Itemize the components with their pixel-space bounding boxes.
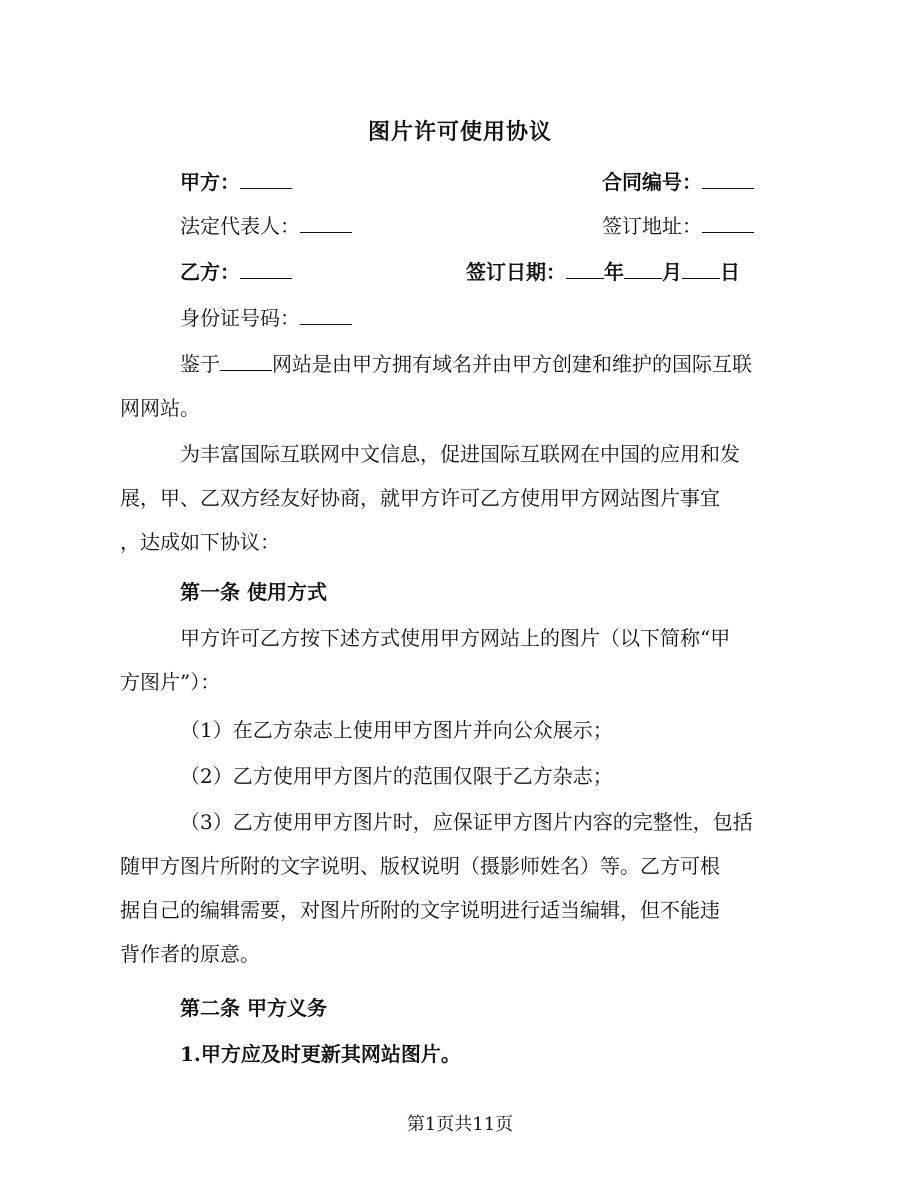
contract-no-label: 合同编号：	[602, 170, 702, 194]
article-1-item-2	[180, 754, 780, 798]
article-1-item-1	[180, 708, 780, 752]
legal-rep-field	[180, 214, 352, 238]
preamble-paragraph-2	[120, 432, 780, 564]
legal-rep-label: 法定代表人：	[180, 214, 300, 238]
party-a-label: 甲方：	[180, 170, 240, 194]
preamble-p1-line2: 网网站。	[120, 396, 200, 420]
preamble-p2-line1: 为丰富国际互联网中文信息，促进国际互联网在中国的应用和发	[180, 442, 740, 466]
id-number-blank	[300, 306, 352, 325]
id-number-field	[180, 306, 352, 330]
article-1-item-3-line3: 据自己的编辑需要，对图片所附的文字说明进行适当编辑，但不能违	[120, 898, 720, 922]
article-2-item-1-text: 1.甲方应及时更新其网站图片。	[180, 1042, 461, 1066]
article-1-heading-text: 第一条 使用方式	[180, 580, 327, 604]
id-number-label: 身份证号码：	[180, 306, 300, 330]
sign-year-blank	[566, 260, 604, 279]
preamble-p2-line2: 展，甲、乙双方经友好协商，就甲方许可乙方使用甲方网站图片事宜	[120, 486, 720, 510]
article-1-item-2-text: （2）乙方使用甲方图片的范围仅限于乙方杂志；	[180, 764, 613, 788]
article-1-item-3-line1: （3）乙方使用甲方图片时，应保证甲方图片内容的完整性，包括	[180, 810, 753, 834]
party-b-label: 乙方：	[180, 260, 240, 284]
article-1-intro-line1: 甲方许可乙方按下述方式使用甲方网站上的图片（以下简称“甲	[180, 626, 731, 650]
article-1-item-3-line4: 背作者的原意。	[120, 942, 260, 966]
day-char: 日	[720, 260, 740, 284]
sign-date-label: 签订日期：	[466, 260, 566, 284]
page-footer: 第1页共11页	[406, 1114, 514, 1135]
article-1-item-1-text: （1）在乙方杂志上使用甲方图片并向公众展示；	[180, 718, 613, 742]
sign-place-blank	[702, 214, 754, 233]
party-a-field	[180, 170, 292, 194]
month-char: 月	[662, 260, 682, 284]
article-1-heading	[180, 570, 780, 614]
document-title: 图片许可使用协议	[367, 119, 552, 145]
year-char: 年	[604, 260, 624, 284]
article-2-item-1	[180, 1032, 780, 1076]
contract-no-field	[602, 170, 754, 194]
sign-place-label: 签订地址：	[602, 214, 702, 238]
article-2-heading	[180, 986, 780, 1030]
party-b-blank	[240, 260, 292, 279]
party-b-field	[180, 260, 292, 284]
website-name-blank	[220, 352, 272, 371]
article-2-heading-text: 第二条 甲方义务	[180, 996, 327, 1020]
sign-day-blank	[682, 260, 720, 279]
preamble-p1-rest: 网站是由甲方拥有域名并由甲方创建和维护的国际互联	[272, 352, 752, 376]
sign-month-blank	[624, 260, 662, 279]
article-1-intro-line2: 方图片”）：	[120, 670, 221, 694]
legal-rep-blank	[300, 214, 352, 233]
article-1-intro	[120, 616, 780, 704]
sign-date-field	[466, 260, 740, 284]
article-1-item-3	[120, 800, 780, 976]
preamble-paragraph-1	[120, 342, 780, 430]
preamble-p2-line3: ，达成如下协议：	[120, 530, 280, 554]
article-1-item-3-line2: 随甲方图片所附的文字说明、版权说明（摄影师姓名）等。乙方可根	[120, 854, 720, 878]
sign-place-field	[602, 214, 754, 238]
preamble-p1-line1	[180, 342, 780, 386]
preamble-p1-start: 鉴于	[180, 352, 220, 376]
contract-no-blank	[702, 170, 754, 189]
party-a-blank	[240, 170, 292, 189]
